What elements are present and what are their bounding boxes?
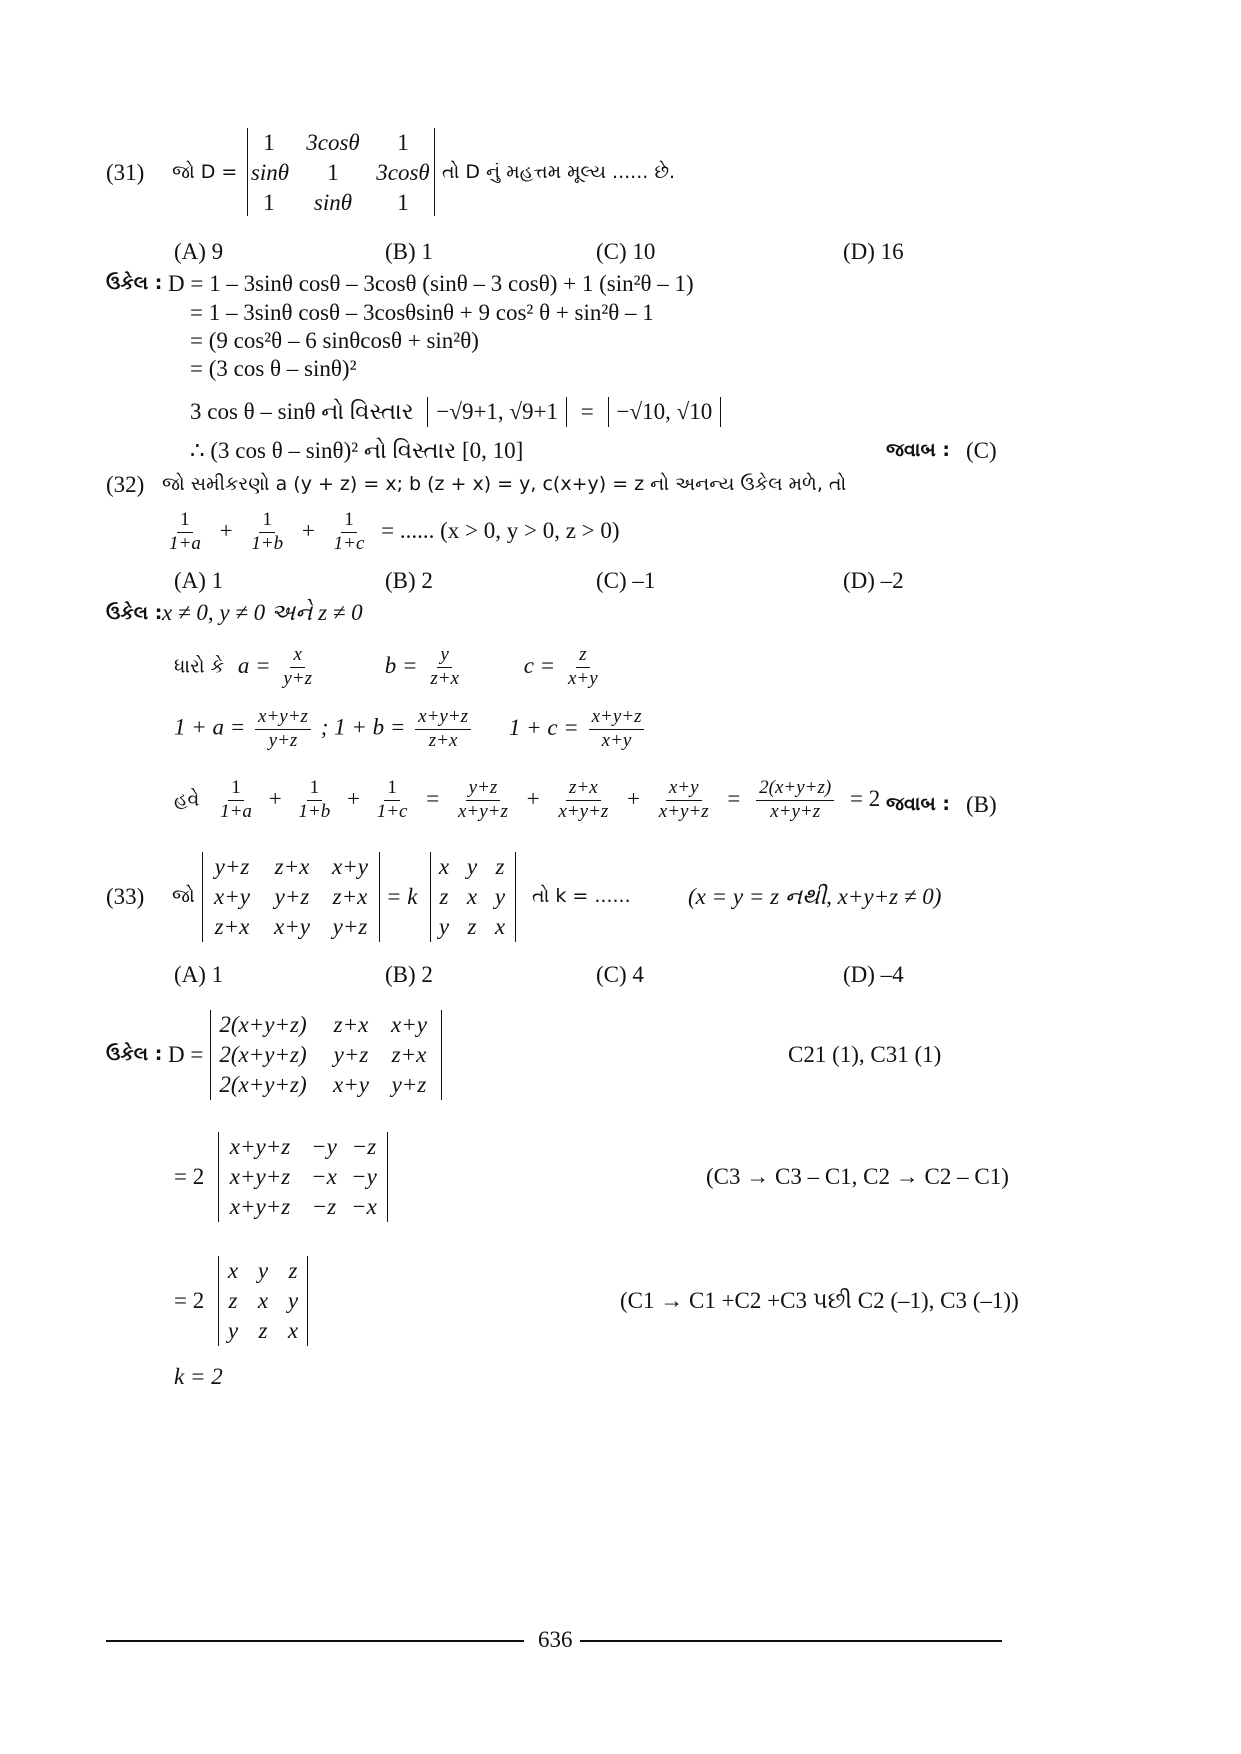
fraction: $\frac{x}{y+z}$ xyxy=(283,644,313,689)
matrix-cell: 1 xyxy=(397,190,409,215)
q33-condition: (x = y = z નથી, x+y+z ≠ 0) xyxy=(688,884,942,909)
matrix-cell: 3cosθ xyxy=(306,130,360,155)
matrix-cell: 1 xyxy=(263,190,275,215)
matrix-cell: sinθ xyxy=(250,160,290,185)
q33-d-equals: D = xyxy=(168,1042,204,1067)
q33-option-c: (C) 4 xyxy=(596,962,644,987)
q31-solution-line-5: 3 cos θ – sinθ નો વિસ્તાર −√9+1, √9+1 = −√10, √10 xyxy=(190,397,721,427)
matrix-cell: 1 xyxy=(263,130,275,155)
q32-answer: (B) xyxy=(966,792,997,817)
q33-eq-2b: = 2 xyxy=(174,1288,205,1313)
q32-condition: x ≠ 0, y ≠ 0 અને z ≠ 0 xyxy=(162,600,363,625)
fraction: $\frac{1}{1+a}$ xyxy=(220,777,252,822)
q31-solution-line-1: D = 1 – 3sinθ cosθ – 3cosθ (sinθ – 3 cosθ) + 1 (sin²θ – 1) xyxy=(168,271,694,296)
q31-solution-label: ઉકેલ : xyxy=(106,272,163,294)
q32-final-line: હવે $\frac{1}{1+a}$ + $\frac{1}{1+b}$ + $\frac{1}{1+c}$ = $\frac{y+z}{x+y+z}$ + $\frac{z+x}{x+y+z}$ + $\frac{x+y}{x+y+z}$ = $\frac{2(x+y+z)}{x+y+z}$ = 2 xyxy=(174,777,881,822)
now-label: હવે xyxy=(174,788,200,811)
matrix-cell: 3cosθ xyxy=(376,160,430,185)
range-bracket-2: −√10, √10 xyxy=(608,397,722,427)
q31-solution-line-2: = 1 – 3sinθ cosθ – 3cosθsinθ + 9 cos² θ + sin²θ – 1 xyxy=(190,300,654,325)
q32-option-d: (D) –2 xyxy=(843,568,904,593)
q33-right-determinant: x y z z x y y z x xyxy=(430,852,516,942)
q32-solution-label: ઉકેલ : xyxy=(106,602,163,624)
q33-question: તો k = ...... xyxy=(532,885,631,907)
expression-tail: = ...... (x > 0, y > 0, z > 0) xyxy=(381,517,620,543)
q33-operation-3: (C1 → C1 +C2 +C3 પછી C2 (–1), C3 (–1)) xyxy=(620,1288,1019,1313)
q31-option-d: (D) 16 xyxy=(843,239,904,264)
q31-answer-label: જવાબ : xyxy=(886,439,950,461)
q32-sum-line: 1 + a = $\frac{x+y+z}{y+z}$ ; 1 + b = $\frac{x+y+z}{z+x}$ 1 + c = $\frac{x+y+z}{x+y}$ xyxy=(174,707,648,752)
fraction: $\frac{1}{1+c}$ xyxy=(376,777,408,822)
matrix-cell: sinθ xyxy=(313,190,353,215)
page-number: 636 xyxy=(538,1627,573,1652)
q33-operation-1: C21 (1), C31 (1) xyxy=(788,1042,942,1067)
fraction: $\frac{x+y+z}{z+x}$ xyxy=(415,707,471,752)
fraction: $\frac{1}{1+a}$ xyxy=(169,509,201,554)
q31-question: તો D નું મહત્તમ મૂલ્ય ...... છે. xyxy=(442,161,676,183)
fraction: $\frac{y}{z+x}$ xyxy=(430,644,459,689)
fraction: $\frac{x+y}{x+y+z}$ xyxy=(658,777,709,822)
fraction: $\frac{2(x+y+z)}{x+y+z}$ xyxy=(756,778,834,823)
matrix-cell: 1 xyxy=(397,130,409,155)
assume-label: ધારો કે xyxy=(174,655,225,678)
q33-option-b: (B) 2 xyxy=(385,962,433,987)
fraction: $\frac{x+y+z}{y+z}$ xyxy=(255,707,311,752)
fraction: $\frac{y+z}{x+y+z}$ xyxy=(457,777,508,822)
q32-answer-label: જવાબ : xyxy=(886,793,950,815)
matrix-cell: 1 xyxy=(327,160,339,185)
q32-option-a: (A) 1 xyxy=(174,568,224,593)
q33-final-answer: k = 2 xyxy=(174,1364,223,1389)
q33-operation-2: (C3 → C3 – C1, C2 → C2 – C1) xyxy=(706,1164,1009,1189)
q33-intro: જો xyxy=(172,885,195,907)
q31-option-c: (C) 10 xyxy=(596,239,656,264)
q31-solution-line-3: = (9 cos²θ – 6 sinθcosθ + sin²θ) xyxy=(190,328,479,353)
q32-question: જો સમીકરણો a (y + z) = x; b (z + x) = y, c(x+y) = z નો અનન્ય ઉકેલ મળે, તો xyxy=(162,473,847,495)
q31-option-b: (B) 1 xyxy=(385,239,433,264)
q32-expression: $\frac{1}{1+a}$ + $\frac{1}{1+b}$ + $\frac{1}{1+c}$ = ...... (x > 0, y > 0, z > 0) xyxy=(162,510,620,555)
q33-solution-label: ઉકેલ : xyxy=(106,1043,163,1065)
q32-assumption: ધારો કે a = $\frac{x}{y+z}$ b = $\frac{y}{z+x}$ c = $\frac{z}{x+y}$ xyxy=(174,645,605,690)
fraction: $\frac{1}{1+c}$ xyxy=(333,509,365,554)
range-bracket-1: −√9+1, √9+1 xyxy=(427,397,567,427)
fraction: $\frac{1}{1+b}$ xyxy=(251,509,284,554)
q31-solution-line-4: = (3 cos θ – sinθ)² xyxy=(190,356,357,381)
fraction: $\frac{1}{1+b}$ xyxy=(298,777,331,822)
q33-equals-k: = k xyxy=(386,884,418,909)
q31-answer: (C) xyxy=(966,438,997,463)
q31-option-a: (A) 9 xyxy=(174,239,224,264)
q33-determinant-3: x y z z x y y z x xyxy=(218,1256,308,1346)
q31-number: (31) xyxy=(106,160,145,185)
footer-rule-left xyxy=(106,1640,524,1642)
q32-number: (32) xyxy=(106,472,145,497)
fraction: $\frac{z}{x+y}$ xyxy=(567,644,598,689)
q33-option-d: (D) –4 xyxy=(843,962,904,987)
q32-option-c: (C) –1 xyxy=(596,568,656,593)
q31-intro: જો D = xyxy=(172,161,238,183)
q33-determinant-1: 2(x+y+z) z+x x+y 2(x+y+z) y+z z+x 2(x+y+z) x+y y+z xyxy=(210,1010,442,1100)
range-text: 3 cos θ – sinθ નો વિસ્તાર xyxy=(190,399,414,424)
q33-number: (33) xyxy=(106,884,145,909)
fraction: $\frac{x+y+z}{x+y}$ xyxy=(589,707,645,752)
q33-left-determinant: y+z z+x x+y x+y y+z z+x z+x x+y y+z xyxy=(202,852,380,942)
footer-rule-right xyxy=(580,1640,1002,1642)
q33-option-a: (A) 1 xyxy=(174,962,224,987)
fraction: $\frac{z+x}{x+y+z}$ xyxy=(558,777,609,822)
q33-determinant-2: x+y+z −y −z x+y+z −x −y x+y+z −z −x xyxy=(218,1132,388,1222)
q31-solution-line-6: ∴ (3 cos θ – sinθ)² નો વિસ્તાર [0, 10] xyxy=(190,438,524,463)
q33-eq-2a: = 2 xyxy=(174,1164,205,1189)
q32-option-b: (B) 2 xyxy=(385,568,433,593)
q31-determinant xyxy=(247,128,435,216)
